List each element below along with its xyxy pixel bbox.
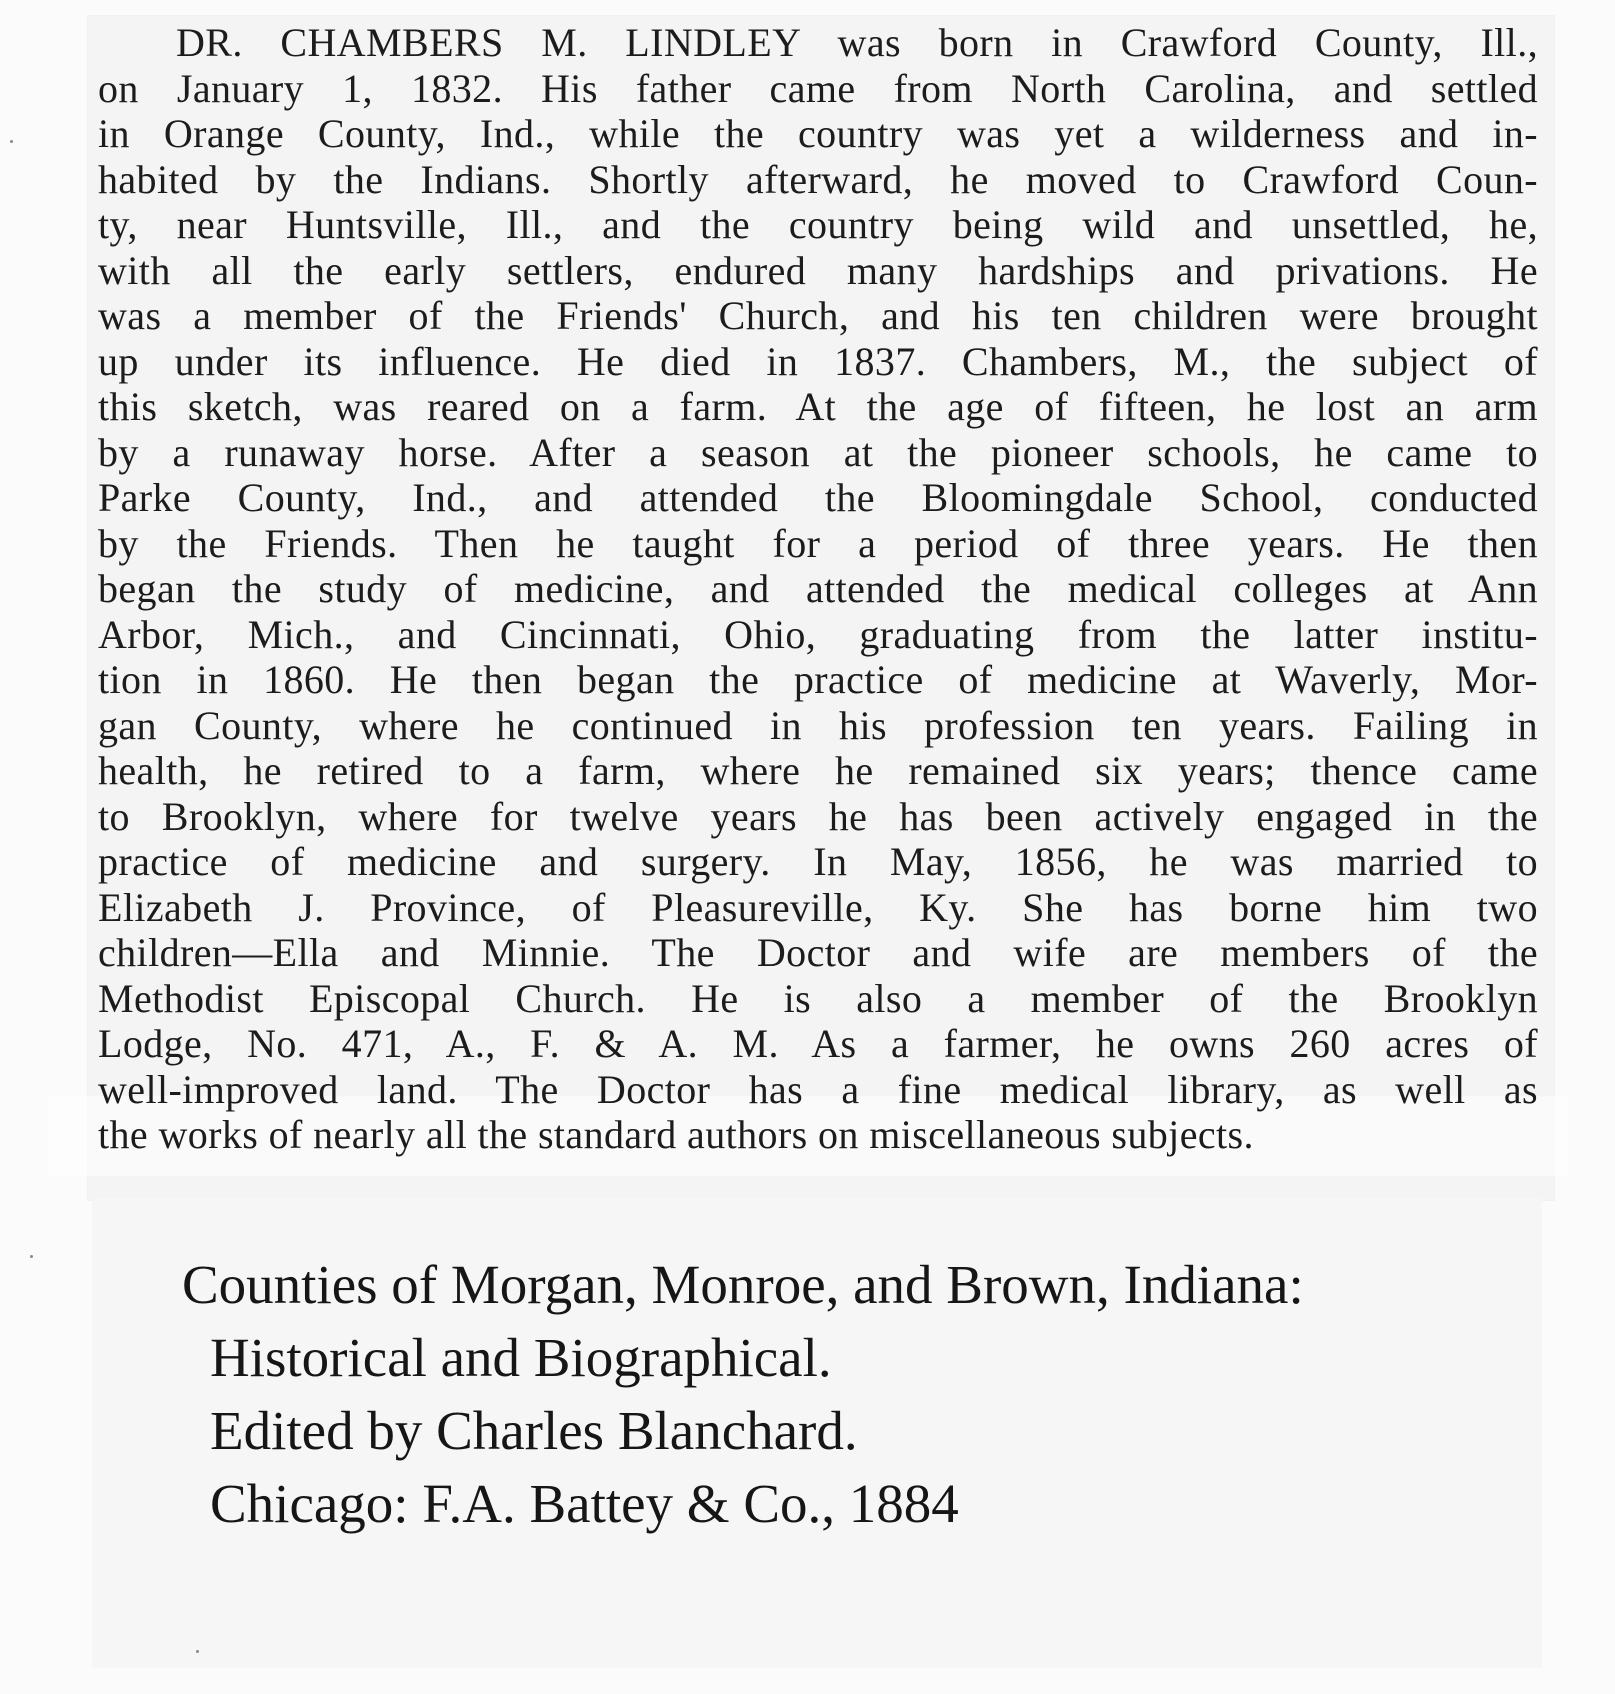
biography-line: well-improved land. The Doctor has a fine medical library, as well as xyxy=(98,1066,1538,1112)
biography-paragraph xyxy=(98,20,1538,1158)
citation-book-title: Counties of Morgan, Monroe, and Brown, Indiana: xyxy=(182,1254,1304,1315)
biography-line: Parke County, Ind., and attended the Bloomingdale School, conducted xyxy=(98,475,1538,520)
biography-line: in Orange County, Ind., while the country was yet a wilderness and in- xyxy=(98,111,1538,156)
biography-line: ty, near Huntsville, Ill., and the country being wild and unsettled, he, xyxy=(98,202,1538,247)
biography-line: Elizabeth J. Province, of Pleasureville, Ky. She has borne him two xyxy=(98,884,1538,930)
biography-line: to Brooklyn, where for twelve years he has been actively engaged in the xyxy=(98,793,1538,839)
biography-line: gan County, where he continued in his profession ten years. Failing in xyxy=(98,702,1538,748)
scan-speck xyxy=(30,1255,33,1258)
biography-line: DR. CHAMBERS M. LINDLEY was born in Crawford County, Ill., xyxy=(176,20,1538,65)
biography-line: by the Friends. Then he taught for a period of three years. He then xyxy=(98,520,1538,566)
biography-line: practice of medicine and surgery. In May, 1856, he was married to xyxy=(98,839,1538,884)
citation-subtitle: Historical and Biographical. xyxy=(210,1327,832,1388)
biography-line: this sketch, was reared on a farm. At the age of fifteen, he lost an arm xyxy=(98,384,1538,429)
biography-line: began the study of medicine, and attended the medical colleges at Ann xyxy=(98,566,1538,611)
biography-line: up under its influence. He died in 1837. Chambers, M., the subject of xyxy=(98,338,1538,384)
biography-line: the works of nearly all the standard authors on miscellaneous subjects. xyxy=(98,1112,1254,1157)
biography-line: on January 1, 1832. His father came from North Carolina, and settled xyxy=(98,65,1538,111)
scan-speck xyxy=(196,1650,199,1653)
biography-line: Arbor, Mich., and Cincinnati, Ohio, graduating from the latter institu- xyxy=(98,611,1538,657)
biography-line: habited by the Indians. Shortly afterward, he moved to Crawford Coun- xyxy=(98,156,1538,202)
biography-line: with all the early settlers, endured many hardships and privations. He xyxy=(98,247,1538,293)
biography-line: health, he retired to a farm, where he remained six years; thence came xyxy=(98,748,1538,793)
biography-line: tion in 1860. He then began the practice of medicine at Waverly, Mor- xyxy=(98,657,1538,702)
source-citation xyxy=(182,1248,1304,1540)
biography-line: by a runaway horse. After a season at the pioneer schools, he came to xyxy=(98,429,1538,475)
scan-speck xyxy=(10,140,13,143)
biography-line: Methodist Episcopal Church. He is also a member of the Brooklyn xyxy=(98,975,1538,1021)
citation-publisher: Chicago: F.A. Battey & Co., 1884 xyxy=(210,1473,959,1534)
biography-line: children—Ella and Minnie. The Doctor and wife are members of the xyxy=(98,930,1538,975)
biography-line: Lodge, No. 471, A., F. & A. M. As a farmer, he owns 260 acres of xyxy=(98,1021,1538,1066)
biography-line: was a member of the Friends' Church, and his ten children were brought xyxy=(98,293,1538,338)
citation-editor: Edited by Charles Blanchard. xyxy=(210,1400,858,1461)
